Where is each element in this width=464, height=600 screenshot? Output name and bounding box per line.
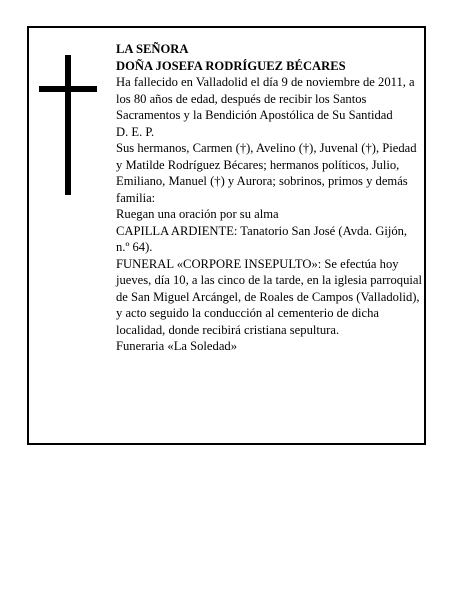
funeral-info: FUNERAL «CORPORE INSEPULTO»: Se efectúa hoy jueves, día 10, a las cinco de la tarde, en la iglesia parroquial de San Miguel Arcángel, de Roales de Campos (Valladolid), y acto seguido la conducción al cementerio de dicha localidad, donde recibirá cristiana sepultura. (116, 256, 422, 337)
cross-icon (39, 55, 97, 195)
family-list: Sus hermanos, Carmen (†), Avelino (†), Juvenal (†), Piedad y Matilde Rodríguez Bécares; hermanos políticos, Julio, Emiliano, Manuel (†) y Aurora; sobrinos, primos y demás familia: (116, 141, 417, 205)
prayer-request: Ruegan una oración por su alma (116, 207, 279, 221)
cross-vertical-bar (65, 55, 71, 195)
cross-horizontal-bar (39, 86, 97, 92)
rest-in-peace: D. E. P. (116, 124, 155, 139)
notice-text (116, 41, 422, 355)
funeral-home: Funeraria «La Soledad» (116, 339, 237, 353)
deceased-name: DOÑA JOSEFA RODRÍGUEZ BÉCARES (116, 58, 346, 73)
death-announcement: Ha fallecido en Valladolid el día 9 de noviembre de 2011, a los 80 años de edad, después de recibir los Santos Sacramentos y la Bendición Apostólica de Su Santidad (116, 75, 415, 122)
obituary-notice (27, 26, 426, 445)
notice-title: LA SEÑORA (116, 42, 189, 56)
chapel-info: CAPILLA ARDIENTE: Tanatorio San José (Avda. Gijón, n.º 64). (116, 223, 408, 254)
